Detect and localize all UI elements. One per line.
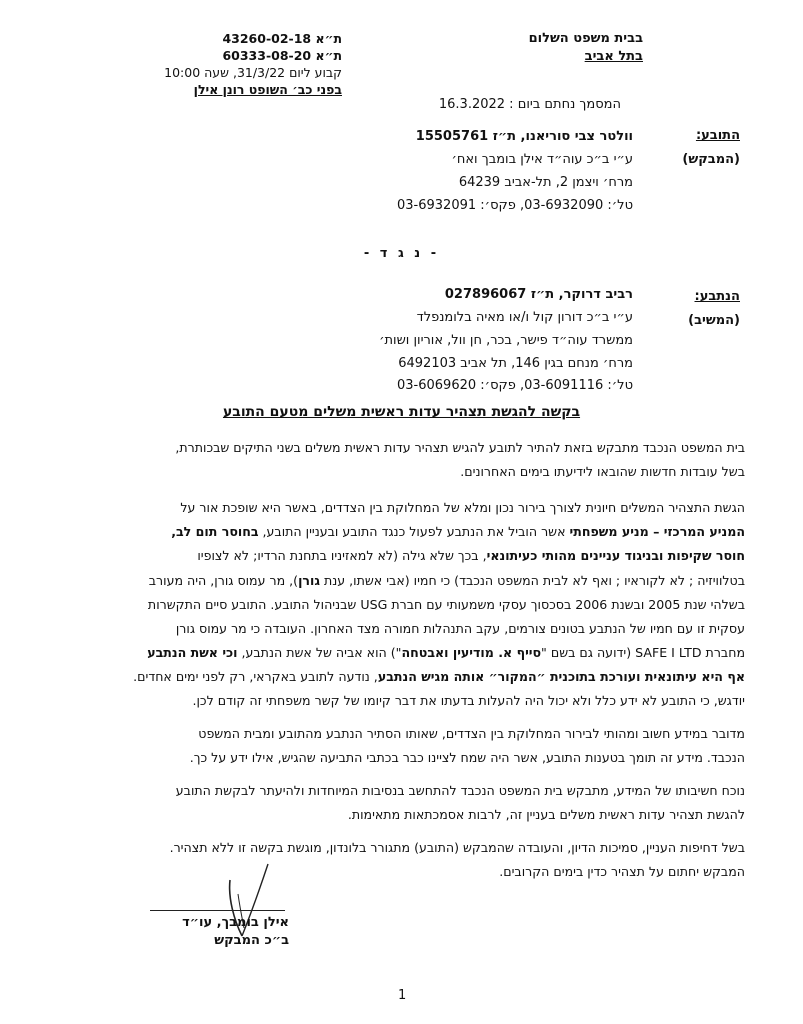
signature-line bbox=[150, 910, 285, 911]
paragraph-line bbox=[45, 665, 745, 689]
text-run: אשר הוביל את הנתבע לפעול כנגד התובע ובעניין התובע, bbox=[258, 524, 570, 540]
text-run: ") הוא אביה של אשת הנתבע, bbox=[237, 645, 402, 661]
plaintiff-role: (המבקש) bbox=[682, 152, 740, 167]
paragraph-line bbox=[45, 569, 745, 593]
signatory-role: ב״כ המבקש bbox=[214, 933, 289, 948]
versus-separator: - נ ג ד - bbox=[363, 246, 440, 261]
paragraph-line bbox=[45, 544, 745, 568]
defendant-phone: טל׳: 03-6091116, פקס׳: 03-6069620 bbox=[397, 378, 633, 393]
judge-name: בפני כב׳ השופט רונן אילן bbox=[193, 82, 342, 97]
text-run: ), מר עמוס גורן, היה מעורב bbox=[148, 572, 299, 588]
paragraph-3 bbox=[45, 689, 745, 713]
case-number-2: ת״א 60333-08-20 bbox=[222, 48, 342, 63]
paragraph-5 bbox=[45, 779, 745, 827]
paragraph-line: בית המשפט הנכבד מתבקש בזאת להתיר לתובע להגיש תצהיר עדות ראשית משלים בשני התיקים שבכותרת, bbox=[175, 440, 745, 455]
emphasis: אף היא עיתונאית ועורכת בתוכנית ״המקור״ אותה מגיש הנתבע bbox=[377, 669, 745, 685]
emphasis: גורן bbox=[298, 572, 320, 588]
defendant-name: רביב דרוקר, ת״ז 027896067 bbox=[444, 287, 633, 302]
paragraph-line: הנכבד. מידע זה תומך בטענות התובע, אשר היה שמח לציינו כבר בכתבי התביעה שהגיש, אילו ידע על כך. bbox=[189, 750, 745, 766]
defendant-label: הנתבע: bbox=[694, 289, 740, 304]
defendant-address: מרח׳ מנחם בגין 146, תל אביב 6492103 bbox=[398, 356, 633, 371]
paragraph-1 bbox=[45, 436, 745, 484]
case-details bbox=[102, 30, 342, 98]
paragraph-line: מדובר במידע חשוב ומהותי לבירור המחלוקת בין הצדדים, שאותו הסתיר הנתבע מהתובע ומבית המשפט bbox=[198, 726, 745, 741]
emphasis: וכי אשת הנתבע bbox=[147, 645, 238, 661]
signatory-name: אילן בומבך, עו״ד bbox=[182, 915, 289, 930]
court-name: בבית משפט השלום bbox=[528, 31, 643, 46]
text-run: מחברת SAFE I LTD (ידועה גם בשם " bbox=[541, 645, 745, 661]
page-number: 1 bbox=[398, 988, 407, 1003]
court-city: בתל אביב bbox=[584, 49, 643, 64]
paragraph-2 bbox=[45, 496, 745, 690]
court-header bbox=[529, 30, 643, 66]
emphasis: בחוסר תום לב, bbox=[171, 524, 259, 540]
emphasis: חוסר שקיפות ובניגוד עניינים מהותי כעיתונאי bbox=[486, 548, 745, 564]
paragraph-line: יודגש, כי התובע לא ידע כלל ולא יכול היה להעלות בדעתו את דבר קיומו של קשר משפחתי זה קודם לכן. bbox=[192, 693, 745, 708]
signature-block bbox=[182, 914, 289, 950]
document-title: בקשה להגשת תצהיר עדות ראשית משלים מטעם התובע bbox=[222, 404, 581, 420]
plaintiff-name: וולטר צבי סוריאנו, ת״ז 15505761 bbox=[415, 129, 633, 144]
paragraph-line: המבקש יחתום על תצהיר כדין בימים הקרובים. bbox=[499, 864, 745, 880]
defendant-role: (המשיב) bbox=[688, 313, 740, 328]
document-date: המסמך נחתם ביום : 16.3.2022 bbox=[438, 97, 621, 112]
plaintiff-label: התובע: bbox=[695, 128, 740, 143]
defendant-firm: ממשרד עוה״ד פישר, בכר, חן וול, אוריון ושות׳ bbox=[379, 333, 633, 348]
paragraph-6 bbox=[45, 836, 745, 884]
text-run: בטלוויזיה ; לא לקוראיו ; ואף לא לבית המשפט הנכבד) כי חמיו (אבי אשתו, ענת bbox=[319, 572, 745, 588]
paragraph-line: בשלהי שנת 2005 ובשנת 2006 בסכסוך עסקי משמעותי עם חברת USG שבניהול התובע. התובע סיים התקשרות bbox=[147, 596, 745, 612]
text-run: , בכך שלא גילה (לא למאזיניו בתחנת הרדיו; לא לצופיו bbox=[197, 548, 487, 564]
case-number-1: ת״א 43260-02-18 bbox=[222, 31, 342, 46]
defendant-representative: ע״י ב״כ דורון קול ו/או מאיה בלומנפלד bbox=[416, 310, 633, 325]
text-run: , נודעה לתובע באקראי, רק לפני ימים אחדים. bbox=[133, 669, 378, 685]
paragraph-line: הגשת התצהיר המשלים חיונית לצורך בירור נכון ומלא של המחלוקת בין הצדדים, באשר היא שופכת אור על bbox=[180, 500, 745, 515]
paragraph-line: בשל עובדות חדשות שהובאו לידיעתו בימים האחרונים. bbox=[460, 464, 745, 480]
paragraph-line: עסקית זו עם חמיו של הנתבע בטונים צורמים, עקב התנהלות חמורה מצד האחרון. העובדה כי מר עמוס גורן bbox=[175, 621, 745, 637]
paragraph-line: להגשת תצהיר עדות ראשית משלים בעניין זה, לרבות אסמכתאות מתאימות. bbox=[347, 807, 745, 823]
paragraph-4 bbox=[45, 722, 745, 770]
plaintiff-address: מרח׳ ויצמן 2, תל-אביב 64239 bbox=[458, 175, 633, 190]
emphasis: סייף א. מודיעין ואבטחה bbox=[401, 645, 542, 661]
plaintiff-representative: ע״י ב״כ עוה״ד אילן בומבך ואח׳ bbox=[451, 152, 633, 167]
paragraph-line: נוכח חשיבותו של המידע, מתבקש בית המשפט הנכבד להתחשב בנסיבות המיוחדות ולהיעתר לבקשת התובע bbox=[175, 783, 745, 798]
plaintiff-phone: טל׳: 03-6932090, פקס׳: 03-6932091 bbox=[397, 198, 633, 213]
paragraph-line bbox=[45, 520, 745, 544]
hearing-date: קבוע ליום 31/3/22, שעה 10:00 bbox=[164, 65, 342, 80]
paragraph-line: בשל דחיפות העניין, סמיכות הדיון, והעובדה שהמבקש (התובע) מתגורר בלונדון, מוגשת בקשה זו ללא תצהיר. bbox=[169, 840, 745, 855]
emphasis: המניע המרכזי – מניע משפחתי bbox=[569, 524, 745, 540]
paragraph-line bbox=[45, 641, 745, 665]
